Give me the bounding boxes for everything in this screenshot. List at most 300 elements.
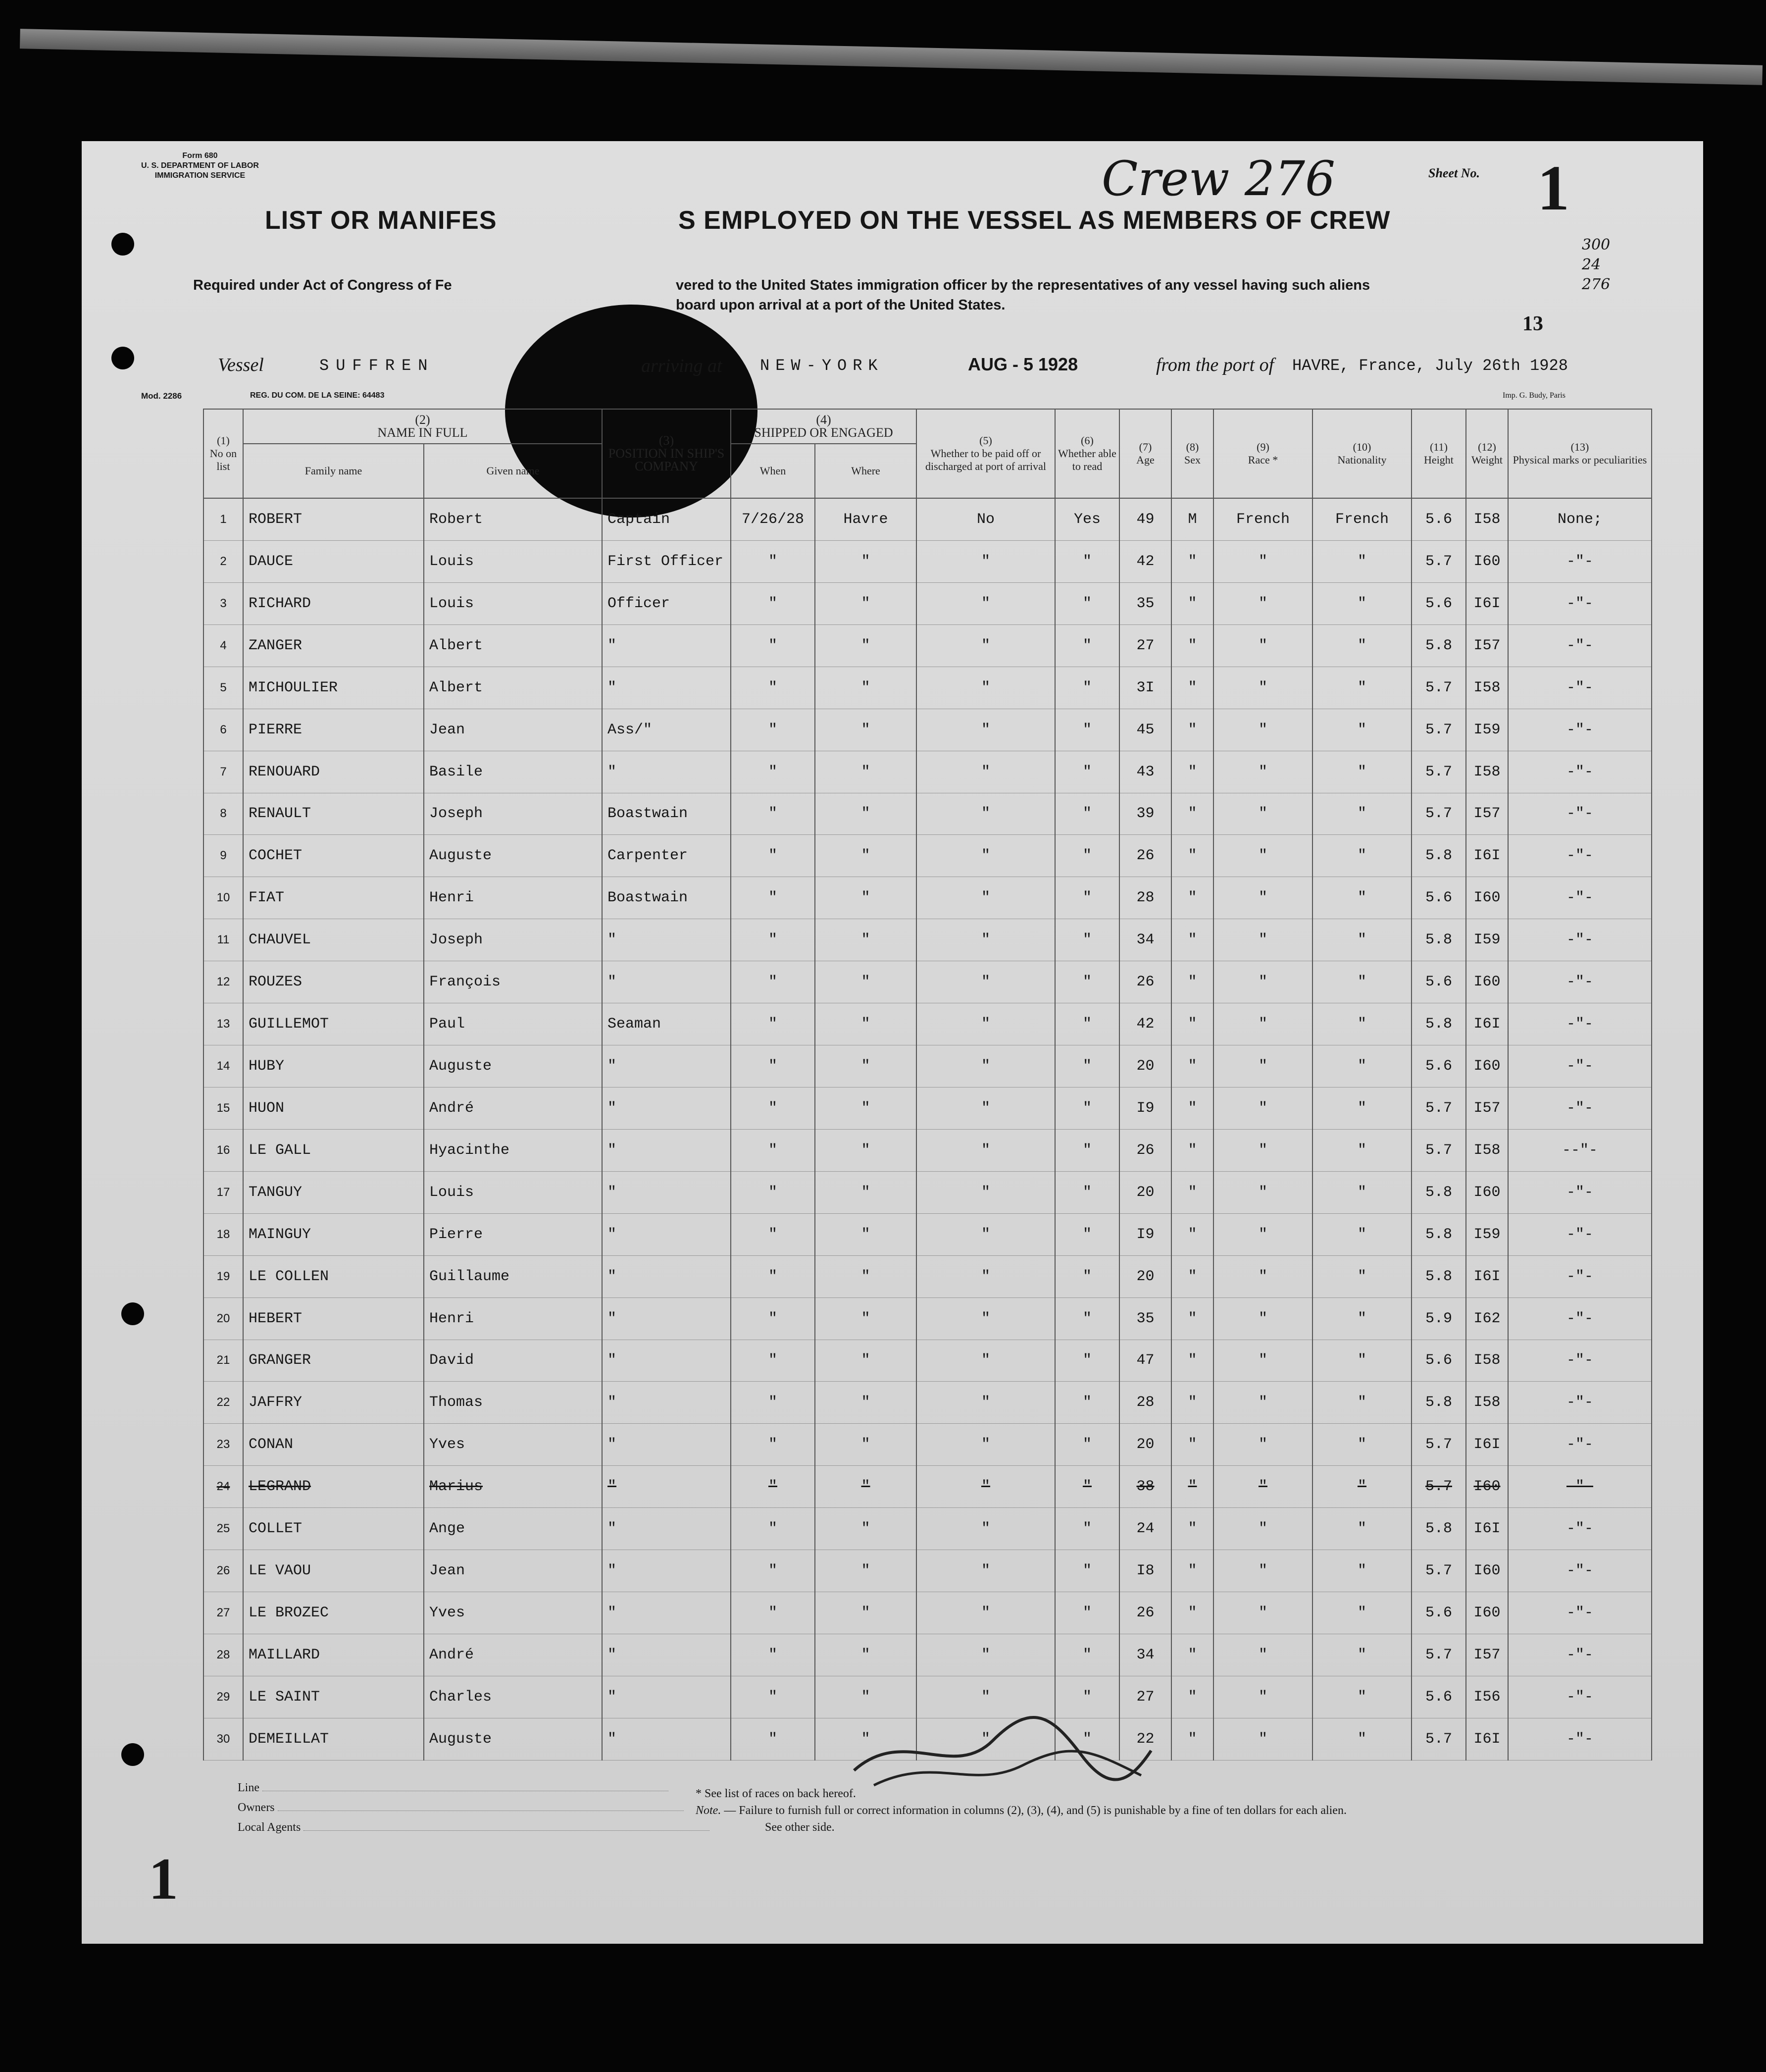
cell-position: " xyxy=(602,1508,731,1550)
cell-read: " xyxy=(1055,1466,1119,1508)
cell-paid: " xyxy=(916,1255,1055,1297)
cell-position: First Officer xyxy=(602,540,731,582)
cell-height: 5.8 xyxy=(1412,1003,1466,1045)
table-row xyxy=(203,624,1652,667)
cell-weight: I59 xyxy=(1466,919,1508,961)
cell-family: RENAULT xyxy=(243,793,424,835)
cell-paid: " xyxy=(916,1424,1055,1466)
cell-sex: " xyxy=(1171,1550,1213,1592)
cell-read: " xyxy=(1055,1213,1119,1255)
cell-where: " xyxy=(815,1382,916,1424)
cell-given: Pierre xyxy=(424,1213,602,1255)
cell-family: MAILLARD xyxy=(243,1634,424,1676)
top-edge-strip xyxy=(20,29,1763,85)
cell-where: " xyxy=(815,1550,916,1592)
cell-marks: -"- xyxy=(1508,835,1652,877)
cell-race: " xyxy=(1213,1718,1312,1760)
cell-paid: " xyxy=(916,1382,1055,1424)
cell-sex: " xyxy=(1171,1592,1213,1634)
cell-height: 5.9 xyxy=(1412,1297,1466,1340)
cell-read: " xyxy=(1055,1297,1119,1340)
other-side-note: See other side. xyxy=(765,1821,835,1834)
cell-marks: -"- xyxy=(1508,751,1652,793)
cell-read: " xyxy=(1055,667,1119,709)
cell-nat: " xyxy=(1312,1087,1412,1129)
sheet-number: 1 xyxy=(1537,153,1569,224)
cell-given: Jean xyxy=(424,1550,602,1592)
cell-height: 5.7 xyxy=(1412,709,1466,751)
cell-sex: " xyxy=(1171,1087,1213,1129)
cell-height: 5.8 xyxy=(1412,1255,1466,1297)
cell-where: " xyxy=(815,1297,916,1340)
cell-nat: " xyxy=(1312,1213,1412,1255)
subtitle-left: Required under Act of Congress of Fe xyxy=(193,277,452,293)
cell-where: " xyxy=(815,1213,916,1255)
cell-when: " xyxy=(731,919,815,961)
cell-when: " xyxy=(731,582,815,624)
cell-race: " xyxy=(1213,1508,1312,1550)
cell-nat: " xyxy=(1312,751,1412,793)
cell-no: 26 xyxy=(203,1550,243,1592)
cell-sex: " xyxy=(1171,1340,1213,1382)
cell-weight: I58 xyxy=(1466,1340,1508,1382)
table-row xyxy=(203,1340,1652,1382)
cell-no: 29 xyxy=(203,1676,243,1718)
cell-age: 26 xyxy=(1119,1592,1171,1634)
margin-sum: 300 24 276 xyxy=(1582,236,1611,293)
cell-nat: " xyxy=(1312,540,1412,582)
cell-read: " xyxy=(1055,877,1119,919)
cell-race: " xyxy=(1213,1255,1312,1297)
cell-age: 3I xyxy=(1119,667,1171,709)
col-13-header: (13) Physical marks or peculiarities xyxy=(1508,409,1652,498)
cell-where: " xyxy=(815,877,916,919)
cell-nat: " xyxy=(1312,1634,1412,1676)
cell-when: " xyxy=(731,1003,815,1045)
arriving-label: arriving at xyxy=(641,356,722,376)
cell-age: 22 xyxy=(1119,1718,1171,1760)
cell-nat: " xyxy=(1312,1508,1412,1550)
cell-height: 5.6 xyxy=(1412,1045,1466,1088)
cell-height: 5.6 xyxy=(1412,1340,1466,1382)
table-row xyxy=(203,1634,1652,1676)
cell-no: 13 xyxy=(203,1003,243,1045)
cell-race: " xyxy=(1213,877,1312,919)
cell-family: COCHET xyxy=(243,835,424,877)
cell-position: Officer xyxy=(602,582,731,624)
cell-where: " xyxy=(815,751,916,793)
cell-given: Albert xyxy=(424,624,602,667)
cell-where: " xyxy=(815,1676,916,1718)
cell-where: " xyxy=(815,1718,916,1760)
cell-paid: " xyxy=(916,751,1055,793)
cell-weight: I62 xyxy=(1466,1297,1508,1340)
cell-when: " xyxy=(731,540,815,582)
cell-when: " xyxy=(731,1634,815,1676)
when-header: When xyxy=(731,444,815,498)
table-row xyxy=(203,540,1652,582)
cell-when: " xyxy=(731,961,815,1003)
table-row xyxy=(203,1255,1652,1297)
cell-height: 5.6 xyxy=(1412,1592,1466,1634)
cell-no: 16 xyxy=(203,1129,243,1171)
cell-race: " xyxy=(1213,709,1312,751)
cell-family: JAFFRY xyxy=(243,1382,424,1424)
cell-read: Yes xyxy=(1055,498,1119,540)
cell-paid: " xyxy=(916,1676,1055,1718)
col-8-header: (8) Sex xyxy=(1171,409,1213,498)
title-left: LIST OR MANIFES xyxy=(265,206,497,235)
cell-when: " xyxy=(731,1550,815,1592)
cell-family: ROUZES xyxy=(243,961,424,1003)
cell-given: Paul xyxy=(424,1003,602,1045)
cell-nat: " xyxy=(1312,1466,1412,1508)
cell-sex: " xyxy=(1171,793,1213,835)
cell-where: " xyxy=(815,919,916,961)
cell-sex: " xyxy=(1171,1634,1213,1676)
cell-where: " xyxy=(815,1340,916,1382)
crew-rows xyxy=(203,498,1652,1761)
table-row xyxy=(203,1550,1652,1592)
cell-when: " xyxy=(731,1676,815,1718)
cell-race: " xyxy=(1213,835,1312,877)
cell-paid: " xyxy=(916,1003,1055,1045)
cell-no: 7 xyxy=(203,751,243,793)
cell-age: I9 xyxy=(1119,1087,1171,1129)
cell-read: " xyxy=(1055,1087,1119,1129)
cell-race: " xyxy=(1213,961,1312,1003)
cell-given: Auguste xyxy=(424,1718,602,1760)
cell-sex: " xyxy=(1171,961,1213,1003)
cell-marks: -"- xyxy=(1508,709,1652,751)
cell-nat: " xyxy=(1312,667,1412,709)
cell-marks: -"- xyxy=(1508,793,1652,835)
cell-read: " xyxy=(1055,919,1119,961)
cell-given: Ange xyxy=(424,1508,602,1550)
cell-height: 5.7 xyxy=(1412,1718,1466,1760)
cell-height: 5.7 xyxy=(1412,1129,1466,1171)
table-row xyxy=(203,1424,1652,1466)
cell-where: " xyxy=(815,1466,916,1508)
service: IMMIGRATION SERVICE xyxy=(154,171,246,180)
cell-sex: " xyxy=(1171,709,1213,751)
cell-race: " xyxy=(1213,1634,1312,1676)
cell-age: 49 xyxy=(1119,498,1171,540)
cell-age: 28 xyxy=(1119,877,1171,919)
cell-paid: " xyxy=(916,877,1055,919)
cell-marks: -"- xyxy=(1508,1634,1652,1676)
table-row xyxy=(203,793,1652,835)
cell-nat: " xyxy=(1312,582,1412,624)
footer-labels xyxy=(238,1778,709,1837)
cell-age: I8 xyxy=(1119,1550,1171,1592)
cell-age: 24 xyxy=(1119,1508,1171,1550)
cell-weight: I59 xyxy=(1466,1213,1508,1255)
cell-height: 5.6 xyxy=(1412,877,1466,919)
cell-nat: " xyxy=(1312,1424,1412,1466)
cell-marks: -"- xyxy=(1508,624,1652,667)
cell-race: " xyxy=(1213,1592,1312,1634)
cell-paid: " xyxy=(916,1340,1055,1382)
cell-nat: " xyxy=(1312,877,1412,919)
cell-read: " xyxy=(1055,1382,1119,1424)
cell-read: " xyxy=(1055,582,1119,624)
cell-sex: " xyxy=(1171,1003,1213,1045)
cell-paid: " xyxy=(916,793,1055,835)
cell-race: " xyxy=(1213,667,1312,709)
cell-age: 20 xyxy=(1119,1171,1171,1213)
cell-race: " xyxy=(1213,1550,1312,1592)
cell-sex: " xyxy=(1171,1508,1213,1550)
cell-height: 5.8 xyxy=(1412,1213,1466,1255)
cell-read: " xyxy=(1055,1592,1119,1634)
table-row xyxy=(203,919,1652,961)
printer: Imp. G. Budy, Paris xyxy=(1503,391,1565,400)
cell-position: " xyxy=(602,1255,731,1297)
vessel-label: Vessel xyxy=(218,355,264,375)
cell-nat: " xyxy=(1312,793,1412,835)
cell-given: Jean xyxy=(424,709,602,751)
cell-race: " xyxy=(1213,1466,1312,1508)
cell-position: " xyxy=(602,1592,731,1634)
bottom-number: 1 xyxy=(149,1846,178,1912)
cell-sex: " xyxy=(1171,540,1213,582)
cell-nat: " xyxy=(1312,1550,1412,1592)
cell-marks: -"- xyxy=(1508,1424,1652,1466)
cell-given: Louis xyxy=(424,582,602,624)
cell-sex: " xyxy=(1171,667,1213,709)
cell-paid: " xyxy=(916,1087,1055,1129)
cell-marks: --"- xyxy=(1508,1129,1652,1171)
cell-age: 35 xyxy=(1119,1297,1171,1340)
cell-family: LEGRAND xyxy=(243,1466,424,1508)
cell-nat: " xyxy=(1312,1340,1412,1382)
form-id-block xyxy=(141,151,259,181)
cell-given: Robert xyxy=(424,498,602,540)
cell-read: " xyxy=(1055,793,1119,835)
cell-family: LE COLLEN xyxy=(243,1255,424,1297)
cell-height: 5.8 xyxy=(1412,1382,1466,1424)
cell-marks: -"- xyxy=(1508,1171,1652,1213)
cell-nat: " xyxy=(1312,919,1412,961)
cell-family: PIERRE xyxy=(243,709,424,751)
cell-given: Joseph xyxy=(424,919,602,961)
cell-read: " xyxy=(1055,1340,1119,1382)
cell-weight: I6I xyxy=(1466,1255,1508,1297)
cell-race: " xyxy=(1213,1045,1312,1088)
cell-nat: " xyxy=(1312,1255,1412,1297)
owners-label: Owners xyxy=(238,1801,275,1814)
cell-age: 34 xyxy=(1119,1634,1171,1676)
cell-where: " xyxy=(815,961,916,1003)
cell-when: " xyxy=(731,1424,815,1466)
cell-weight: I60 xyxy=(1466,1550,1508,1592)
where-header: Where xyxy=(815,444,916,498)
cell-weight: I58 xyxy=(1466,751,1508,793)
cell-when: " xyxy=(731,624,815,667)
cell-sex: " xyxy=(1171,1718,1213,1760)
table-row xyxy=(203,498,1652,540)
cell-given: François xyxy=(424,961,602,1003)
cell-age: 42 xyxy=(1119,540,1171,582)
cell-sex: " xyxy=(1171,1255,1213,1297)
cell-age: 20 xyxy=(1119,1255,1171,1297)
cell-sex: " xyxy=(1171,1129,1213,1171)
cell-given: André xyxy=(424,1634,602,1676)
cell-nat: " xyxy=(1312,1045,1412,1088)
col-1-header: (1) No on list xyxy=(203,409,243,498)
cell-when: 7/26/28 xyxy=(731,498,815,540)
note-text: — Failure to furnish full or correct information in columns (2), (3), (4), and (5) is punishable by a fine of ten dollars for each alien. xyxy=(724,1804,1347,1817)
cell-marks: -"- xyxy=(1508,1550,1652,1592)
cell-position: " xyxy=(602,1297,731,1340)
cell-height: 5.8 xyxy=(1412,835,1466,877)
cell-marks: -"- xyxy=(1508,1676,1652,1718)
cell-no: 6 xyxy=(203,709,243,751)
cell-paid: " xyxy=(916,1592,1055,1634)
cell-no: 19 xyxy=(203,1255,243,1297)
cell-no: 28 xyxy=(203,1634,243,1676)
cell-family: GRANGER xyxy=(243,1340,424,1382)
table-row xyxy=(203,961,1652,1003)
cell-race: " xyxy=(1213,1171,1312,1213)
col-3-header: (3) POSITION IN SHIP'S COMPANY xyxy=(602,409,731,498)
cell-nat: " xyxy=(1312,1676,1412,1718)
cell-given: Marius xyxy=(424,1466,602,1508)
cell-age: 26 xyxy=(1119,961,1171,1003)
note-label: Note. xyxy=(696,1804,721,1817)
cell-no: 15 xyxy=(203,1087,243,1129)
cell-no: 10 xyxy=(203,877,243,919)
cell-race: " xyxy=(1213,793,1312,835)
cell-family: DAUCE xyxy=(243,540,424,582)
cell-nat: " xyxy=(1312,624,1412,667)
cell-family: TANGUY xyxy=(243,1171,424,1213)
cell-when: " xyxy=(731,1592,815,1634)
cell-no: 2 xyxy=(203,540,243,582)
table-row xyxy=(203,835,1652,877)
cell-when: " xyxy=(731,1213,815,1255)
cell-sex: " xyxy=(1171,877,1213,919)
cell-position: " xyxy=(602,1213,731,1255)
cell-no: 25 xyxy=(203,1508,243,1550)
cell-where: " xyxy=(815,1592,916,1634)
cell-height: 5.6 xyxy=(1412,582,1466,624)
cell-no: 12 xyxy=(203,961,243,1003)
cell-when: " xyxy=(731,1466,815,1508)
cell-paid: " xyxy=(916,1213,1055,1255)
cell-position: " xyxy=(602,624,731,667)
cell-where: " xyxy=(815,1255,916,1297)
cell-weight: I60 xyxy=(1466,961,1508,1003)
cell-weight: I58 xyxy=(1466,1382,1508,1424)
table-row xyxy=(203,709,1652,751)
cell-given: Thomas xyxy=(424,1382,602,1424)
cell-weight: I58 xyxy=(1466,498,1508,540)
cell-age: 20 xyxy=(1119,1424,1171,1466)
cell-position: Seaman xyxy=(602,1003,731,1045)
cell-marks: -"- xyxy=(1508,1718,1652,1760)
cell-no: 18 xyxy=(203,1213,243,1255)
races-note: * See list of races on back hereof. xyxy=(696,1787,856,1800)
cell-age: 45 xyxy=(1119,709,1171,751)
cell-sex: " xyxy=(1171,1676,1213,1718)
cell-paid: " xyxy=(916,1550,1055,1592)
cell-height: 5.8 xyxy=(1412,1171,1466,1213)
cell-read: " xyxy=(1055,1045,1119,1088)
cell-where: " xyxy=(815,709,916,751)
subtitle-line2: board upon arrival at a port of the United States. xyxy=(676,297,1006,313)
reg-number: REG. DU COM. DE LA SEINE: 64483 xyxy=(250,391,385,400)
cell-marks: -"- xyxy=(1508,582,1652,624)
cell-age: 47 xyxy=(1119,1340,1171,1382)
table-row xyxy=(203,751,1652,793)
table-row xyxy=(203,1466,1652,1508)
cell-no: 14 xyxy=(203,1045,243,1088)
cell-marks: -"- xyxy=(1508,961,1652,1003)
punch-hole xyxy=(111,347,134,369)
cell-given: Joseph xyxy=(424,793,602,835)
cell-height: 5.7 xyxy=(1412,751,1466,793)
sheet-label: Sheet No. xyxy=(1428,166,1480,180)
cell-position: " xyxy=(602,1550,731,1592)
cell-height: 5.6 xyxy=(1412,1676,1466,1718)
cell-nat: " xyxy=(1312,1592,1412,1634)
handwritten-crew-count: Crew 276 xyxy=(1102,151,1336,207)
cell-height: 5.8 xyxy=(1412,624,1466,667)
cell-no: 5 xyxy=(203,667,243,709)
cell-weight: I60 xyxy=(1466,1466,1508,1508)
cell-height: 5.7 xyxy=(1412,793,1466,835)
table-row xyxy=(203,1171,1652,1213)
cell-read: " xyxy=(1055,1424,1119,1466)
cell-race: " xyxy=(1213,1129,1312,1171)
cell-race: " xyxy=(1213,1382,1312,1424)
cell-sex: " xyxy=(1171,1466,1213,1508)
cell-weight: I60 xyxy=(1466,1592,1508,1634)
cell-race: " xyxy=(1213,1087,1312,1129)
cell-position: " xyxy=(602,919,731,961)
cell-given: Henri xyxy=(424,877,602,919)
cell-sex: " xyxy=(1171,1297,1213,1340)
cell-family: LE SAINT xyxy=(243,1676,424,1718)
table-row xyxy=(203,1087,1652,1129)
cell-when: " xyxy=(731,1508,815,1550)
cell-paid: " xyxy=(916,709,1055,751)
cell-family: HEBERT xyxy=(243,1297,424,1340)
cell-weight: I60 xyxy=(1466,1045,1508,1088)
cell-position: " xyxy=(602,1340,731,1382)
table-row xyxy=(203,1508,1652,1550)
cell-weight: I6I xyxy=(1466,1508,1508,1550)
cell-family: FIAT xyxy=(243,877,424,919)
cell-family: HUON xyxy=(243,1087,424,1129)
cell-height: 5.8 xyxy=(1412,919,1466,961)
cell-race: " xyxy=(1213,919,1312,961)
cell-given: André xyxy=(424,1087,602,1129)
cell-position: " xyxy=(602,1129,731,1171)
cell-age: I9 xyxy=(1119,1213,1171,1255)
cell-nat: " xyxy=(1312,1297,1412,1340)
cell-where: " xyxy=(815,1171,916,1213)
cell-marks: -"- xyxy=(1508,1255,1652,1297)
cell-where: " xyxy=(815,1508,916,1550)
cell-sex: " xyxy=(1171,1424,1213,1466)
cell-weight: I60 xyxy=(1466,540,1508,582)
manifest-sheet xyxy=(82,141,1703,1944)
cell-family: DEMEILLAT xyxy=(243,1718,424,1760)
cell-nat: " xyxy=(1312,1129,1412,1171)
